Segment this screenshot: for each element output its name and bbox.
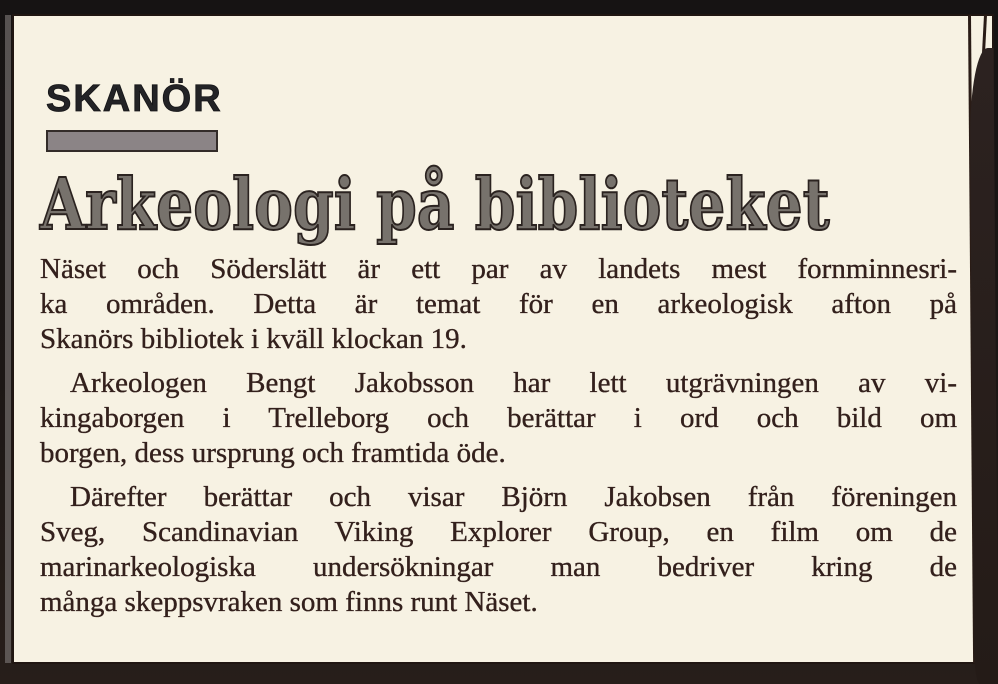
text-line: många skeppsvraken som finns runt Näset. <box>40 586 538 618</box>
section-kicker: SKANÖR <box>46 78 223 120</box>
text-line: borgen, dess ursprung och framtida öde. <box>40 437 506 469</box>
text-line: marinarkeologiska undersökningar man bedriver kring de <box>40 551 957 583</box>
text-line: ka områden. Detta är temat för en arkeologisk afton på <box>40 288 957 320</box>
text-line: Skanörs bibliotek i kväll klockan 19. <box>40 323 467 355</box>
article-paragraph <box>40 252 957 357</box>
text-line: Sveg, Scandinavian Viking Explorer Group, en film om de <box>40 516 957 548</box>
paper-right-edge-shadow <box>970 48 998 684</box>
text-line: Arkeologen Bengt Jakobsson har lett utgrävningen av vi- <box>70 367 957 399</box>
article-body <box>40 252 957 620</box>
article-paragraph <box>40 366 957 471</box>
newspaper-clipping-paper <box>12 14 994 664</box>
scan-left-edge-shadow <box>5 15 11 663</box>
article-paragraph <box>40 480 957 620</box>
text-line: Därefter berättar och visar Björn Jakobsen från föreningen <box>70 481 957 513</box>
text-line: Näset och Söderslätt är ett par av landets mest fornminnesri- <box>40 253 957 285</box>
kicker-underline-bar <box>46 130 218 152</box>
text-line: kingaborgen i Trelleborg och berättar i ord och bild om <box>40 402 957 434</box>
article-headline: Arkeologi på biblioteket <box>40 162 830 246</box>
